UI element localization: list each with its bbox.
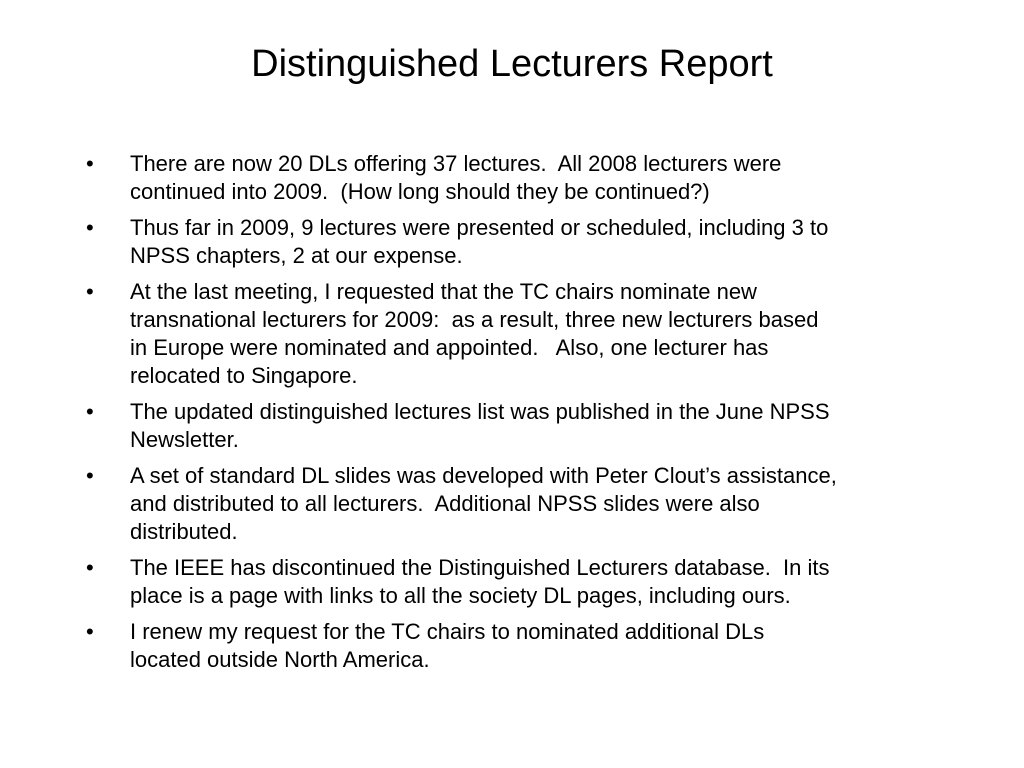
bullet-list <box>70 150 970 682</box>
bullet-icon: • <box>86 619 94 644</box>
bullet-icon: • <box>86 399 94 424</box>
bullet-text: There are now 20 DLs offering 37 lectures. All 2008 lecturers were continued into 2009. (How long should they be continued?) <box>130 151 782 204</box>
bullet-text: Thus far in 2009, 9 lectures were presented or scheduled, including 3 to NPSS chapters, 2 at our expense. <box>130 215 829 268</box>
bullet-text: At the last meeting, I requested that the TC chairs nominate new transnational lecturers for 2009: as a result, three new lecturers based in Europe were nominated and appointed. Also, one lecturer has relocated to Singapore. <box>130 279 819 388</box>
bullet-text: The updated distinguished lectures list was published in the June NPSS Newsletter. <box>130 399 830 452</box>
bullet-text: A set of standard DL slides was developed with Peter Clout’s assistance, and distributed to all lecturers. Additional NPSS slides were also distributed. <box>130 463 837 544</box>
bullet-icon: • <box>86 555 94 580</box>
bullet-text: The IEEE has discontinued the Distinguished Lecturers database. In its place is a page with links to all the society DL pages, including ours. <box>130 555 830 608</box>
bullet-icon: • <box>86 463 94 488</box>
bullet-item <box>70 462 970 546</box>
bullet-item <box>70 554 970 610</box>
bullet-item <box>70 214 970 270</box>
slide-title: Distinguished Lecturers Report <box>251 43 773 85</box>
bullet-item <box>70 618 970 674</box>
bullet-item <box>70 398 970 454</box>
bullet-icon: • <box>86 151 94 176</box>
bullet-text: I renew my request for the TC chairs to nominated additional DLs located outside North America. <box>130 619 765 672</box>
bullet-icon: • <box>86 215 94 240</box>
bullet-icon: • <box>86 279 94 304</box>
bullet-item <box>70 278 970 390</box>
bullet-item <box>70 150 970 206</box>
